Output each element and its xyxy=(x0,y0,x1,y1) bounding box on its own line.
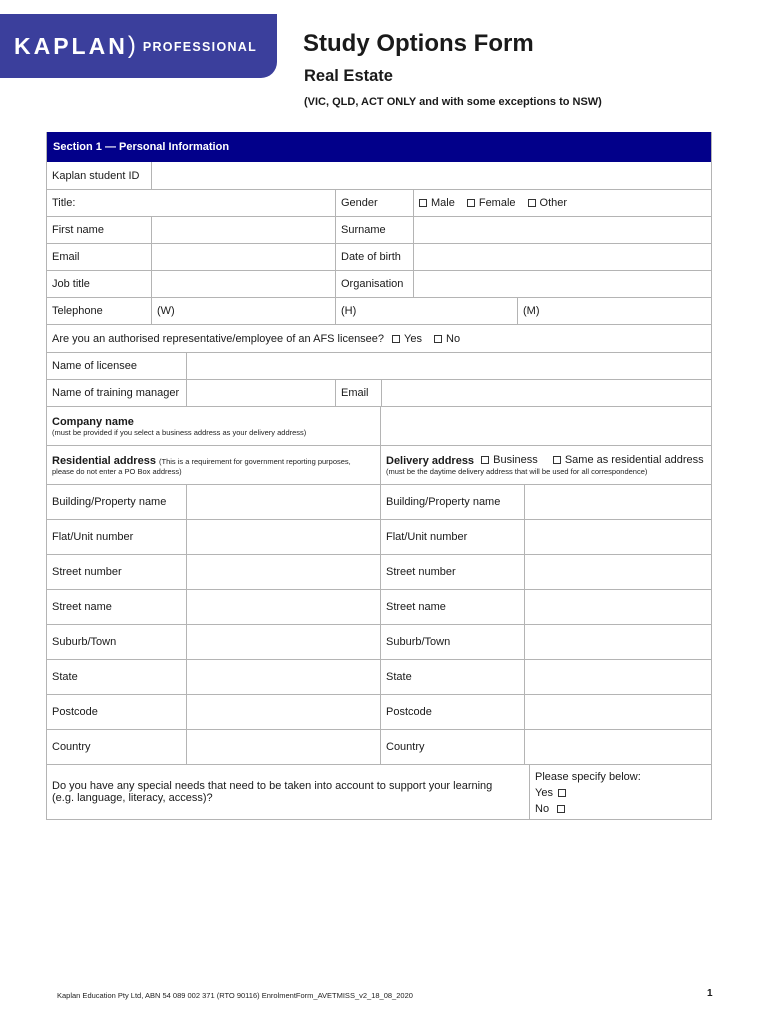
delivery-field-input[interactable] xyxy=(525,520,711,554)
telephone-home-field[interactable]: (H) xyxy=(336,298,518,324)
residential-field-label: Flat/Unit number xyxy=(47,520,187,554)
licensee-field[interactable] xyxy=(187,353,711,379)
telephone-work-field[interactable]: (W) xyxy=(152,298,336,324)
delivery-address-heading: Delivery address Business Same as residential address (must be the daytime delivery address that will be used for all correspondence) xyxy=(386,454,704,476)
telephone-mobile-field[interactable]: (M) xyxy=(518,298,711,324)
delivery-field-input[interactable] xyxy=(525,695,711,729)
kaplan-logo xyxy=(0,14,277,78)
delivery-field-input[interactable] xyxy=(525,660,711,694)
checkbox-icon xyxy=(528,199,536,207)
delivery-field-label: Country xyxy=(381,730,525,764)
form-row xyxy=(47,217,711,244)
title-label: Title: xyxy=(47,190,336,216)
address-row xyxy=(47,695,711,730)
student-id-field[interactable] xyxy=(152,162,711,189)
checkbox-icon xyxy=(434,335,442,343)
afs-yes-checkbox[interactable]: Yes xyxy=(392,333,422,345)
delivery-field-label: Postcode xyxy=(381,695,525,729)
delivery-field-input[interactable] xyxy=(525,555,711,589)
form-row xyxy=(47,298,711,325)
gender-label: Gender xyxy=(336,190,414,216)
afs-question: Are you an authorised representative/employee of an AFS licensee? Yes No xyxy=(52,332,461,345)
address-row xyxy=(47,590,711,625)
special-needs-yes-checkbox[interactable]: Yes xyxy=(535,785,570,801)
delivery-field-label: Flat/Unit number xyxy=(381,520,525,554)
residential-field-input[interactable] xyxy=(187,625,381,659)
delivery-field-label: Street name xyxy=(381,590,525,624)
checkbox-icon xyxy=(419,199,427,207)
tm-email-field[interactable] xyxy=(382,380,711,406)
form-row xyxy=(47,353,711,380)
special-needs-question: Do you have any special needs that need to be taken into account to support your learning (e.g. language, literacy, access)? xyxy=(47,765,530,819)
surname-field[interactable] xyxy=(414,217,711,243)
first-name-field[interactable] xyxy=(152,217,336,243)
logo-arc-icon: ) xyxy=(127,32,136,59)
delivery-field-input[interactable] xyxy=(525,730,711,764)
checkbox-icon xyxy=(558,789,566,797)
footer-text: Kaplan Education Pty Ltd, ABN 54 089 002 371 (RTO 90116) EnrolmentForm_AVETMISS_v2_18_08_2020 xyxy=(57,991,413,1000)
checkbox-icon xyxy=(467,199,475,207)
form-row xyxy=(47,380,711,407)
address-row xyxy=(47,520,711,555)
student-id-label: Kaplan student ID xyxy=(47,162,152,189)
delivery-field-input[interactable] xyxy=(525,590,711,624)
tm-email-label: Email xyxy=(336,380,382,406)
checkbox-icon xyxy=(392,335,400,343)
logo-subtitle: PROFESSIONAL xyxy=(142,40,258,54)
residential-field-input[interactable] xyxy=(187,520,381,554)
residential-field-label: Country xyxy=(47,730,187,764)
delivery-business-checkbox[interactable]: Business xyxy=(481,454,538,466)
residential-field-input[interactable] xyxy=(187,555,381,589)
residential-field-label: State xyxy=(47,660,187,694)
delivery-field-label: Suburb/Town xyxy=(381,625,525,659)
residential-field-label: Postcode xyxy=(47,695,187,729)
checkbox-icon xyxy=(481,456,489,464)
job-title-field[interactable] xyxy=(152,271,336,297)
residential-field-input[interactable] xyxy=(187,660,381,694)
form-row xyxy=(47,407,711,446)
address-row xyxy=(47,625,711,660)
residential-field-input[interactable] xyxy=(187,590,381,624)
checkbox-icon xyxy=(557,805,565,813)
delivery-field-label: Street number xyxy=(381,555,525,589)
checkbox-icon xyxy=(553,456,561,464)
delivery-field-label: State xyxy=(381,660,525,694)
residential-field-label: Street name xyxy=(47,590,187,624)
address-row xyxy=(47,555,711,590)
special-needs-options: Please specify below: Yes No xyxy=(535,771,641,815)
form-row xyxy=(47,765,711,820)
page-title: Study Options Form xyxy=(303,30,534,57)
page-subtitle: Real Estate xyxy=(304,67,393,85)
organisation-field[interactable] xyxy=(414,271,711,297)
gender-female-checkbox[interactable]: Female xyxy=(467,197,516,209)
licensee-label: Name of licensee xyxy=(47,353,187,379)
company-name-field[interactable] xyxy=(381,407,711,445)
special-needs-no-checkbox[interactable]: No xyxy=(535,801,569,817)
company-name-label: Company name (must be provided if you select a business address as your delivery address) xyxy=(47,407,381,445)
training-manager-label: Name of training manager xyxy=(47,380,187,406)
form-row xyxy=(47,244,711,271)
form-row xyxy=(47,446,711,485)
residential-address-heading: Residential address (This is a requirement for government reporting purposes, please do not enter a PO Box address) xyxy=(47,446,381,484)
page-number: 1 xyxy=(707,988,713,999)
delivery-field-input[interactable] xyxy=(525,625,711,659)
address-row xyxy=(47,730,711,765)
form-row xyxy=(47,271,711,298)
email-field[interactable] xyxy=(152,244,336,270)
address-row xyxy=(47,485,711,520)
region-note: (VIC, QLD, ACT ONLY and with some exceptions to NSW) xyxy=(304,96,602,108)
residential-field-label: Street number xyxy=(47,555,187,589)
gender-male-checkbox[interactable]: Male xyxy=(419,197,455,209)
delivery-same-checkbox[interactable]: Same as residential address xyxy=(553,454,704,466)
gender-other-checkbox[interactable]: Other xyxy=(528,197,568,209)
dob-label: Date of birth xyxy=(336,244,414,270)
form-row xyxy=(47,190,711,217)
address-rows xyxy=(47,485,711,765)
job-title-label: Job title xyxy=(47,271,152,297)
telephone-label: Telephone xyxy=(47,298,152,324)
first-name-label: First name xyxy=(47,217,152,243)
residential-field-label: Building/Property name xyxy=(47,485,187,519)
training-manager-field[interactable] xyxy=(187,380,336,406)
email-label: Email xyxy=(47,244,152,270)
gender-options xyxy=(414,190,711,216)
residential-field-input[interactable] xyxy=(187,695,381,729)
delivery-field-input[interactable] xyxy=(525,485,711,519)
dob-field[interactable] xyxy=(414,244,711,270)
delivery-field-label: Building/Property name xyxy=(381,485,525,519)
residential-field-label: Suburb/Town xyxy=(47,625,187,659)
logo-wordmark: KAPLAN xyxy=(14,32,128,59)
surname-label: Surname xyxy=(336,217,414,243)
afs-no-checkbox[interactable]: No xyxy=(434,333,460,345)
personal-information-form xyxy=(46,132,712,820)
address-row xyxy=(47,660,711,695)
residential-field-input[interactable] xyxy=(187,485,381,519)
form-row xyxy=(47,325,711,353)
organisation-label: Organisation xyxy=(336,271,414,297)
residential-field-input[interactable] xyxy=(187,730,381,764)
form-row xyxy=(47,162,711,190)
section-heading: Section 1 — Personal Information xyxy=(47,132,711,162)
